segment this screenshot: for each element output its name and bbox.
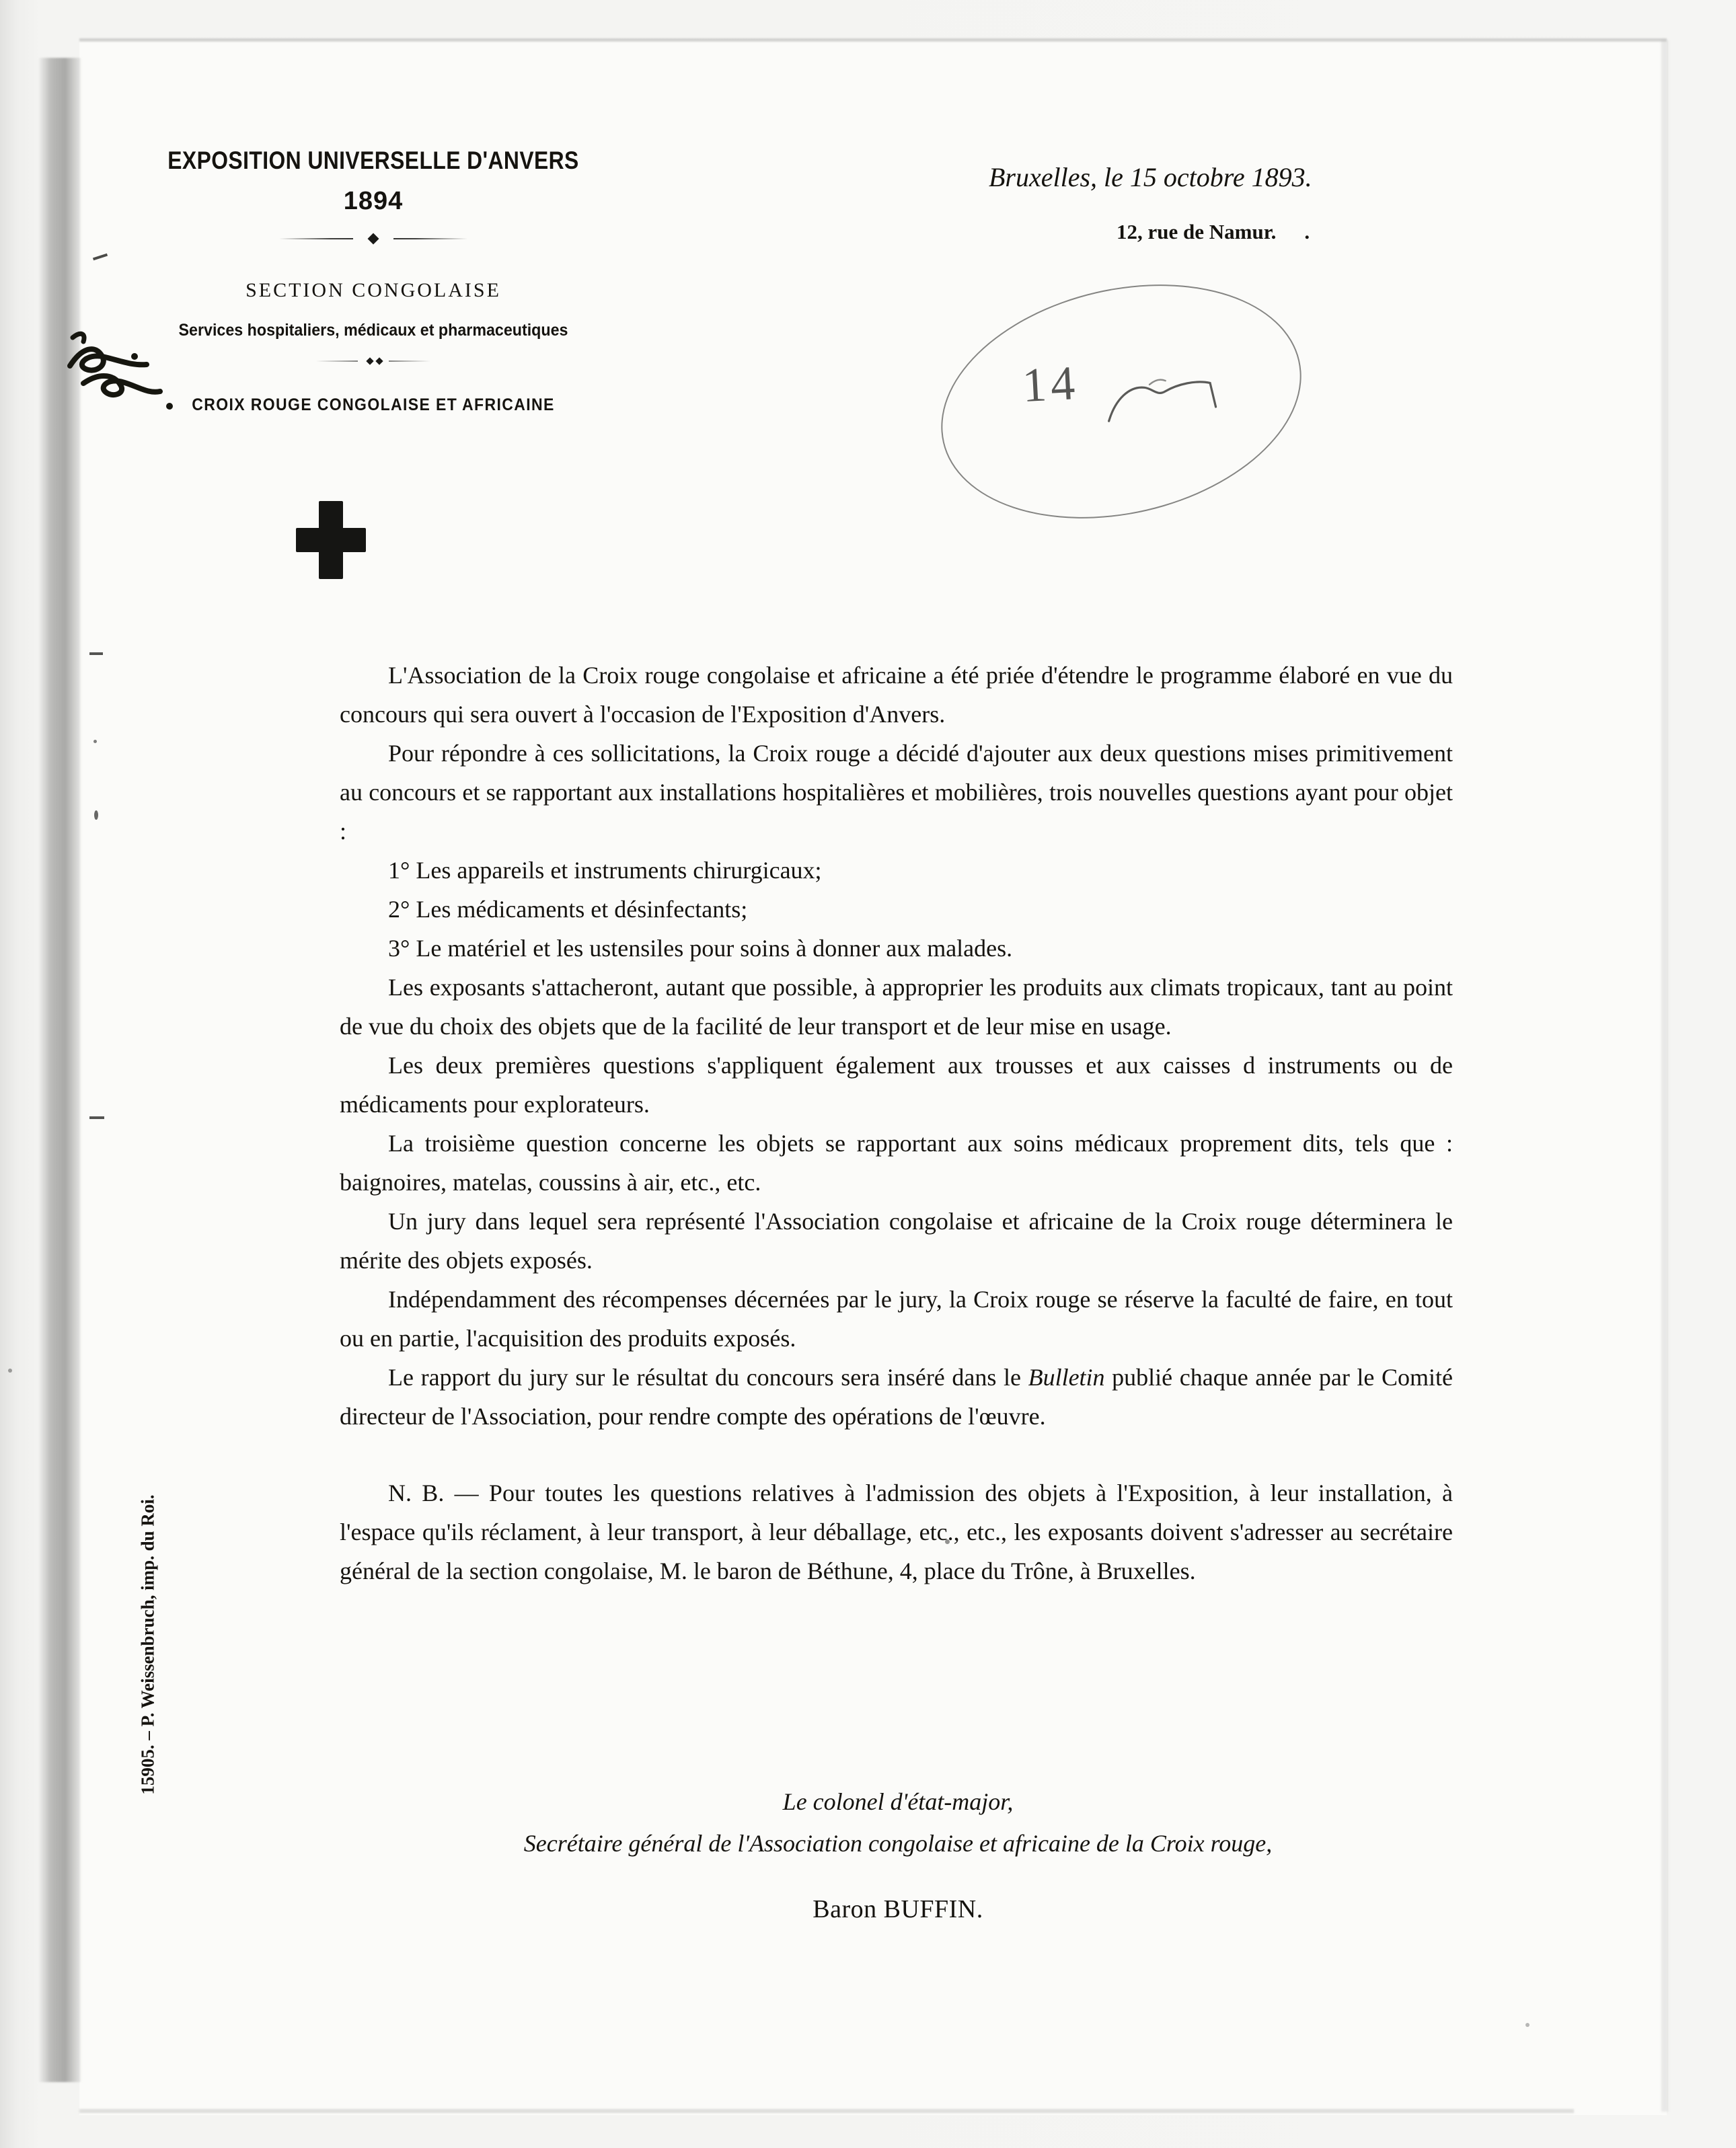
signatory-name: Baron BUFFIN. [813,1895,983,1923]
pencil-flourish-icon [1101,358,1233,428]
ink-initial-scribble-icon [67,327,188,414]
nota-bene-paragraph: N. B. — Pour toutes les questions relatives à l'admission des objets à l'Exposition, à leur installation, à l'espace qu'ils réclament, à leur transport, à leur déballage, etc., etc., les exposants doivent s'adresser au secrétaire général de la section congolaise, M. le baron de Béthune, 4, place du Trône, à Bruxelles. [340,1480,1453,1584]
ornamental-rule-dots [316,358,430,365]
body-paragraph: Pour répondre à ces sollicitations, la Croix rouge a décidé d'ajouter aux deux questions mises primitivement au concours et se rapportant aux installations hospitalières et mobilières, trois nouvelles questions ayant pour objet : [340,740,1453,845]
signatory-title: Le colonel d'état-major, [782,1788,1014,1815]
margin-tick [89,1116,104,1119]
margin-tick [94,810,98,820]
signatory-role: Secrétaire général de l'Association congolaise et africaine de la Croix rouge, [523,1830,1273,1857]
sheet-right-edge [1661,40,1668,2112]
signature-block [340,1781,1456,1930]
margin-tick [89,652,103,655]
printer-imprint: 15905. – P. Weissenbruch, imp. du Roi. [137,1494,158,1795]
sender-address [1117,220,1527,244]
letterhead-year: 1894 [343,187,404,215]
sheet-top-edge [79,38,1667,42]
bulletin-text-before: Le rapport du jury sur le résultat du concours sera inséré dans le [388,1364,1028,1391]
place-and-date: Bruxelles, le 15 octobre 1893. [989,162,1312,192]
letterhead-exposition-title: EXPOSITION UNIVERSELLE D'ANVERS [167,147,579,174]
letter-body [340,656,1453,1590]
body-paragraph: Les exposants s'attacheront, autant que possible, à approprier les produits aux climats tropicaux, tant au point de vue du choix des objets que de la facilité de leur transport et de leur mise en usage. [340,974,1453,1040]
red-cross-emblem-icon [296,501,366,579]
date-address-block [989,161,1527,244]
body-paragraph-bulletin [340,1358,1453,1436]
stray-period-mark: . [1304,220,1310,243]
letterhead-croix-rouge-line: CROIX ROUGE CONGOLAISE ET AFRICAINE [192,395,555,414]
bulletin-title: Bulletin [1028,1364,1105,1391]
body-paragraph: Les deux premières questions s'appliquent également aux trousses et aux caisses d instruments ou de médicaments pour explorateurs. [340,1052,1453,1118]
sender-address-text: 12, rue de Namur. [1117,220,1277,243]
scan-speck [1525,2023,1530,2027]
letterhead-section-congolaise: SECTION CONGOLAISE [246,279,501,301]
letterhead-services-line: Services hospitaliers, médicaux et pharmaceutiques [178,321,568,340]
margin-tick [93,740,97,743]
numbered-item-2: 2° Les médicaments et désinfectants; [388,896,748,923]
numbered-item-3: 3° Le matériel et les ustensiles pour soins à donner aux malades. [388,935,1013,962]
body-paragraph: La troisième question concerne les objets se rapportant aux soins médicaux proprement dits, tels que : baignoires, matelas, coussins à air, etc., etc. [340,1130,1453,1196]
numbered-item-1: 1° Les appareils et instruments chirurgicaux; [388,857,822,884]
sheet-bottom-edge [79,2109,1574,2113]
archival-number-annotation: 14 [1020,355,1081,413]
body-paragraph: L'Association de la Croix rouge congolaise et africaine a été priée d'étendre le programme élaboré en vue du concours qui sera ouvert à l'occasion de l'Exposition d'Anvers. [340,662,1453,728]
ornamental-rule-diamond [279,233,467,244]
scan-speck [8,1369,12,1373]
bulletin-text-after: publié chaque année par le Comité directeur de l'Association, pour rendre compte des opérations de l'œuvre. [340,1364,1453,1430]
body-paragraph: Un jury dans lequel sera représenté l'Association congolaise et africaine de la Croix rouge déterminera le mérite des objets exposés. [340,1208,1453,1274]
letterhead [118,147,629,415]
body-paragraph: Indépendamment des récompenses décernées par le jury, la Croix rouge se réserve la faculté de faire, en tout ou en partie, l'acquisition des produits exposés. [340,1286,1453,1352]
